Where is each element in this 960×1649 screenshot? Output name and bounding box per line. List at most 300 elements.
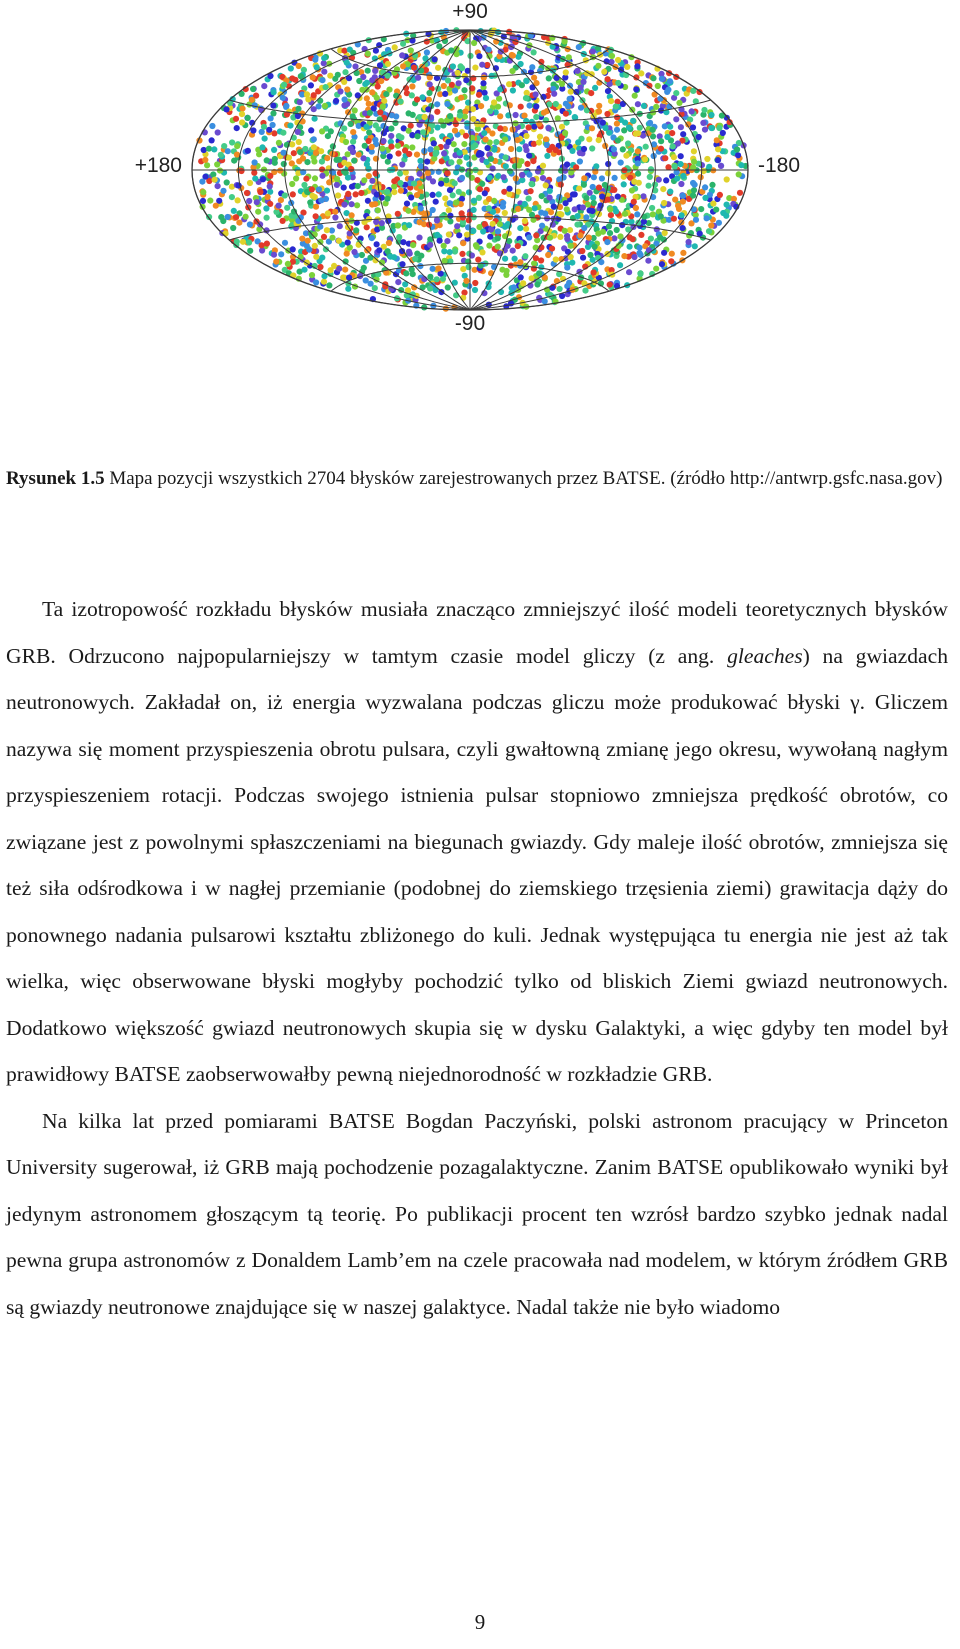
grb-dot xyxy=(738,162,744,168)
paragraph-2: Na kilka lat przed pomiarami BATSE Bogdan Paczyński, polski astronom pracujący w Princeton University sugerował, iż GRB mają pochodzenie pozagalaktyczne. Zanim BATSE opublikowało wyniki był jedynym astronomem głoszącym tą teorię. Po publikacji procent ten wzrósł bardzo szybko jednak nadal pewna grupa astronomów z Donaldem Lamb’em na czele pracowała nad modelem, w którym źródłem GRB są gwiazdy neutronowe znajdujące się w naszej galaktyce. Nadal także nie było wiadomo xyxy=(6,1108,948,1319)
grb-dot xyxy=(409,144,415,150)
grb-dot xyxy=(517,259,523,265)
grb-dot xyxy=(691,187,697,193)
grb-dot xyxy=(375,207,381,213)
grb-dot xyxy=(461,87,467,93)
grb-dot xyxy=(564,265,570,271)
grb-dot xyxy=(502,210,508,216)
grb-dot xyxy=(312,175,318,181)
grb-dot xyxy=(282,240,288,246)
grb-dot xyxy=(643,144,649,150)
grb-dot xyxy=(333,98,339,104)
grb-dot xyxy=(427,81,433,87)
grb-dot xyxy=(629,187,635,193)
grb-dot xyxy=(352,107,358,113)
grb-dot xyxy=(446,231,452,237)
grb-dot xyxy=(345,286,351,292)
grb-dot xyxy=(481,75,487,81)
grb-dot xyxy=(252,176,258,182)
grb-dot xyxy=(215,129,221,135)
grb-dot xyxy=(497,125,503,131)
grb-dot xyxy=(335,72,341,78)
grb-dot xyxy=(631,179,637,185)
grb-dot xyxy=(406,249,412,255)
grb-dot xyxy=(659,261,665,267)
grb-dot xyxy=(672,197,678,203)
grb-dot xyxy=(387,153,393,159)
grb-dot xyxy=(566,54,572,60)
grb-dot xyxy=(363,277,369,283)
figure-caption xyxy=(6,462,948,496)
grb-dot xyxy=(435,265,441,271)
grb-dot xyxy=(540,175,546,181)
grb-dot xyxy=(581,182,587,188)
grb-dot xyxy=(490,165,496,171)
grb-dot xyxy=(495,228,501,234)
grb-dot xyxy=(229,139,235,145)
grb-dot xyxy=(596,103,602,109)
grb-dot xyxy=(271,147,277,153)
grb-dot xyxy=(557,286,563,292)
grb-dot xyxy=(663,177,669,183)
grb-dot xyxy=(635,160,641,166)
grb-dot xyxy=(582,288,588,294)
grb-dot xyxy=(442,91,448,97)
grb-dot xyxy=(459,251,465,257)
grb-dot xyxy=(430,192,436,198)
grb-dot xyxy=(287,123,293,129)
grb-dot xyxy=(670,143,676,149)
grb-dot xyxy=(341,185,347,191)
grb-dot xyxy=(632,93,638,99)
grb-dot xyxy=(678,161,684,167)
grb-dot xyxy=(312,57,318,63)
grb-dot xyxy=(515,189,521,195)
grb-dot xyxy=(480,80,486,86)
caption-label: Rysunek 1.5 xyxy=(6,468,105,489)
grb-dot xyxy=(680,193,686,199)
grb-dot xyxy=(325,210,331,216)
grb-dot xyxy=(398,188,404,194)
grb-dot xyxy=(233,116,239,122)
grb-dot xyxy=(491,147,497,153)
grb-dot xyxy=(444,101,450,107)
grb-dot xyxy=(293,175,299,181)
grb-dot xyxy=(309,193,315,199)
grb-dot xyxy=(553,101,559,107)
grb-dot xyxy=(617,262,623,268)
grb-dot xyxy=(667,124,673,130)
grb-dot xyxy=(502,256,508,262)
grb-dot xyxy=(359,252,365,258)
grb-dot xyxy=(442,195,448,201)
grb-dot xyxy=(296,158,302,164)
grb-dot xyxy=(384,196,390,202)
grb-dot xyxy=(409,92,415,98)
grb-dot xyxy=(648,236,654,242)
grb-dot xyxy=(448,159,454,165)
grb-dot xyxy=(607,206,613,212)
grb-dot xyxy=(472,65,478,71)
grb-dot xyxy=(354,202,360,208)
grb-dot xyxy=(700,120,706,126)
grb-dot xyxy=(501,174,507,180)
grb-dot xyxy=(296,139,302,145)
grb-dot xyxy=(637,271,643,277)
grb-dot xyxy=(366,101,372,107)
grb-dot xyxy=(720,130,726,136)
grb-dot xyxy=(567,83,573,89)
grb-dot xyxy=(295,106,301,112)
grb-dot xyxy=(650,211,656,217)
grb-dot xyxy=(234,143,240,149)
grb-dot xyxy=(446,207,452,213)
grb-dot xyxy=(533,103,539,109)
grb-dot xyxy=(664,89,670,95)
grb-dot xyxy=(311,136,317,142)
grb-dot xyxy=(376,247,382,253)
grb-dot xyxy=(737,190,743,196)
grb-dot xyxy=(649,127,655,133)
grb-dot xyxy=(724,176,730,182)
grb-dot xyxy=(477,186,483,192)
grb-dot xyxy=(691,159,697,165)
grb-dot xyxy=(280,95,286,101)
grb-dot xyxy=(510,248,516,254)
grb-dot xyxy=(211,146,217,152)
grb-dot xyxy=(317,239,323,245)
grb-dot xyxy=(512,120,518,126)
grb-dot xyxy=(391,254,397,260)
grb-dot xyxy=(655,83,661,89)
grb-dot xyxy=(245,115,251,121)
grb-dot xyxy=(601,69,607,75)
grb-dot xyxy=(500,200,506,206)
grb-dot xyxy=(529,64,535,70)
grb-dot xyxy=(479,249,485,255)
grb-dot xyxy=(662,123,668,129)
grb-dot xyxy=(408,194,414,200)
grb-dot xyxy=(734,146,740,152)
grb-dot xyxy=(264,241,270,247)
grb-dot xyxy=(543,117,549,123)
grb-dot xyxy=(425,170,431,176)
grb-dot xyxy=(262,136,268,142)
grb-dot xyxy=(736,171,742,177)
grb-dot xyxy=(512,256,518,262)
grb-dot xyxy=(493,139,499,145)
grb-dot xyxy=(479,62,485,68)
grb-dot xyxy=(313,213,319,219)
grb-dot xyxy=(515,206,521,212)
grb-dot xyxy=(676,100,682,106)
grb-dot xyxy=(590,48,596,54)
grb-dot xyxy=(290,191,296,197)
grb-dot xyxy=(379,146,385,152)
grb-dot xyxy=(304,159,310,165)
grb-dot xyxy=(386,240,392,246)
grb-dot xyxy=(516,146,522,152)
grb-dot xyxy=(536,139,542,145)
grb-dot xyxy=(296,63,302,69)
grb-dot xyxy=(377,109,383,115)
grb-dot xyxy=(591,174,597,180)
grb-dot xyxy=(277,168,283,174)
grb-dot xyxy=(542,298,548,304)
grb-dot xyxy=(495,244,501,250)
grb-dot xyxy=(453,200,459,206)
grb-dot xyxy=(342,96,348,102)
grb-dot xyxy=(341,48,347,54)
grb-dot xyxy=(463,278,469,284)
grb-dot xyxy=(470,228,476,234)
grb-dot xyxy=(512,157,518,163)
grb-dot xyxy=(422,114,428,120)
grb-dot xyxy=(411,65,417,71)
grb-dot xyxy=(319,77,325,83)
grb-dot xyxy=(452,88,458,94)
grb-dot xyxy=(324,227,330,233)
label-right: -180 xyxy=(758,154,801,177)
grb-dot xyxy=(635,101,641,107)
grb-dot xyxy=(591,200,597,206)
grb-dot xyxy=(364,161,370,167)
grb-dot xyxy=(384,189,390,195)
grb-dot xyxy=(577,158,583,164)
grb-dot xyxy=(348,121,354,127)
grb-dot xyxy=(222,231,228,237)
grb-dot xyxy=(615,80,621,86)
grb-dot xyxy=(444,170,450,176)
grb-dot xyxy=(396,133,402,139)
grb-dot xyxy=(533,232,539,238)
grb-dot xyxy=(454,223,460,229)
grb-dot xyxy=(495,29,501,35)
grb-dot xyxy=(363,124,369,130)
grb-dot xyxy=(411,181,417,187)
grb-dot xyxy=(607,282,613,288)
grb-dot xyxy=(547,188,553,194)
grb-dot xyxy=(307,199,313,205)
grb-dot xyxy=(442,258,448,264)
grb-dot xyxy=(646,183,652,189)
grb-dot xyxy=(427,274,433,280)
grb-dot xyxy=(508,146,514,152)
grb-dot xyxy=(668,258,674,264)
grb-dot xyxy=(549,144,555,150)
grb-dot xyxy=(621,181,627,187)
grb-dot xyxy=(648,166,654,172)
grb-dot xyxy=(426,90,432,96)
grb-dot xyxy=(199,179,205,185)
grb-dot xyxy=(259,144,265,150)
grb-dot xyxy=(613,104,619,110)
grb-dot xyxy=(586,136,592,142)
grb-dot xyxy=(240,239,246,245)
grb-dot xyxy=(272,160,278,166)
grb-dot xyxy=(679,212,685,218)
grb-dot xyxy=(388,144,394,150)
grb-dot xyxy=(543,182,549,188)
grb-dot xyxy=(298,73,304,79)
grb-dot xyxy=(415,133,421,139)
grb-dot xyxy=(689,108,695,114)
grb-dot xyxy=(523,118,529,124)
grb-dot xyxy=(503,154,509,160)
grb-dot xyxy=(271,89,277,95)
grb-dot xyxy=(606,223,612,229)
grb-dot xyxy=(495,235,501,241)
grb-dot xyxy=(592,244,598,250)
grb-dot xyxy=(261,83,267,89)
grb-dot xyxy=(243,214,249,220)
grb-dot xyxy=(412,256,418,262)
grb-dot xyxy=(674,175,680,181)
grb-dot xyxy=(615,137,621,143)
grb-dot xyxy=(434,101,440,107)
grb-dot xyxy=(678,124,684,130)
grb-dot xyxy=(289,141,295,147)
grb-dot xyxy=(662,230,668,236)
grb-dot xyxy=(395,150,401,156)
grb-dot xyxy=(506,81,512,87)
grb-dot xyxy=(491,99,497,105)
grb-dot xyxy=(714,137,720,143)
grb-dot xyxy=(471,40,477,46)
grb-dot xyxy=(605,76,611,82)
grb-dot xyxy=(364,80,370,86)
grb-dot xyxy=(321,234,327,240)
grb-dot xyxy=(510,87,516,93)
grb-dot xyxy=(607,230,613,236)
grb-dot xyxy=(443,306,449,312)
grb-dot xyxy=(345,175,351,181)
grb-dot xyxy=(656,177,662,183)
grb-dot xyxy=(456,232,462,238)
grb-dot xyxy=(289,75,295,81)
grb-dot xyxy=(410,112,416,118)
grb-dot xyxy=(636,250,642,256)
grb-dot xyxy=(664,134,670,140)
grb-dot xyxy=(507,168,513,174)
grb-dot xyxy=(399,52,405,58)
grb-dot xyxy=(630,118,636,124)
grb-dot xyxy=(608,212,614,218)
grb-dot xyxy=(488,226,494,232)
grb-dot xyxy=(631,254,637,260)
grb-dot xyxy=(526,207,532,213)
grb-dot xyxy=(450,192,456,198)
grb-dot xyxy=(463,77,469,83)
grb-dot xyxy=(291,150,297,156)
grb-dot xyxy=(702,127,708,133)
grb-dot xyxy=(640,193,646,199)
grb-dot xyxy=(427,285,433,291)
grb-dot xyxy=(596,137,602,143)
grb-dot xyxy=(625,140,631,146)
grb-dot xyxy=(434,217,440,223)
grb-dot xyxy=(702,184,708,190)
grb-dot xyxy=(229,194,235,200)
grb-dot xyxy=(288,65,294,71)
grb-dot xyxy=(519,172,525,178)
grb-dot xyxy=(434,276,440,282)
grb-dot xyxy=(680,199,686,205)
grb-dot xyxy=(324,188,330,194)
grb-dot xyxy=(255,209,261,215)
grb-dot xyxy=(524,161,530,167)
grb-dot xyxy=(660,186,666,192)
grb-dot xyxy=(658,213,664,219)
grb-dot xyxy=(537,68,543,74)
grb-dot xyxy=(608,98,614,104)
grb-dot xyxy=(352,63,358,69)
grb-dot xyxy=(353,227,359,233)
grb-dot xyxy=(671,216,677,222)
grb-dot xyxy=(319,255,325,261)
grb-dot xyxy=(319,173,325,179)
grb-dot xyxy=(529,275,535,281)
grb-dot xyxy=(567,227,573,233)
grb-dot xyxy=(337,223,343,229)
grb-dot xyxy=(251,170,257,176)
grb-dot xyxy=(701,107,707,113)
grb-dot xyxy=(348,166,354,172)
grb-dot xyxy=(596,108,602,114)
grb-dot xyxy=(527,103,533,109)
grb-dot xyxy=(395,222,401,228)
grb-dot xyxy=(563,200,569,206)
grb-dot xyxy=(218,214,224,220)
grb-dot xyxy=(524,90,530,96)
grb-dot xyxy=(419,94,425,100)
grb-dot xyxy=(487,108,493,114)
grb-dot xyxy=(437,238,443,244)
grb-dot xyxy=(312,243,318,249)
body-text xyxy=(6,586,948,1330)
grb-dot xyxy=(415,75,421,81)
grb-dot xyxy=(366,173,372,179)
grb-dot xyxy=(308,82,314,88)
grb-dot xyxy=(551,204,557,210)
grb-dot xyxy=(614,121,620,127)
grb-dot xyxy=(577,232,583,238)
grb-dot xyxy=(350,139,356,145)
grb-dot xyxy=(235,197,241,203)
grb-dot xyxy=(362,143,368,149)
grb-dot xyxy=(543,136,549,142)
grb-dot xyxy=(471,198,477,204)
grb-dot xyxy=(385,61,391,67)
grb-dot xyxy=(409,132,415,138)
grb-dot xyxy=(579,248,585,254)
grb-dot xyxy=(207,198,213,204)
grb-dot xyxy=(708,222,714,228)
grb-dot xyxy=(459,175,465,181)
grb-dot xyxy=(365,68,371,74)
grb-dot xyxy=(350,113,356,119)
grb-dot xyxy=(233,214,239,220)
grb-dot xyxy=(311,106,317,112)
grb-dot xyxy=(515,54,521,60)
grb-dot xyxy=(490,221,496,227)
grb-dot xyxy=(466,217,472,223)
grb-dot xyxy=(595,231,601,237)
grb-dot xyxy=(484,213,490,219)
grb-dot xyxy=(715,146,721,152)
grb-dot xyxy=(581,175,587,181)
grb-dot xyxy=(438,181,444,187)
